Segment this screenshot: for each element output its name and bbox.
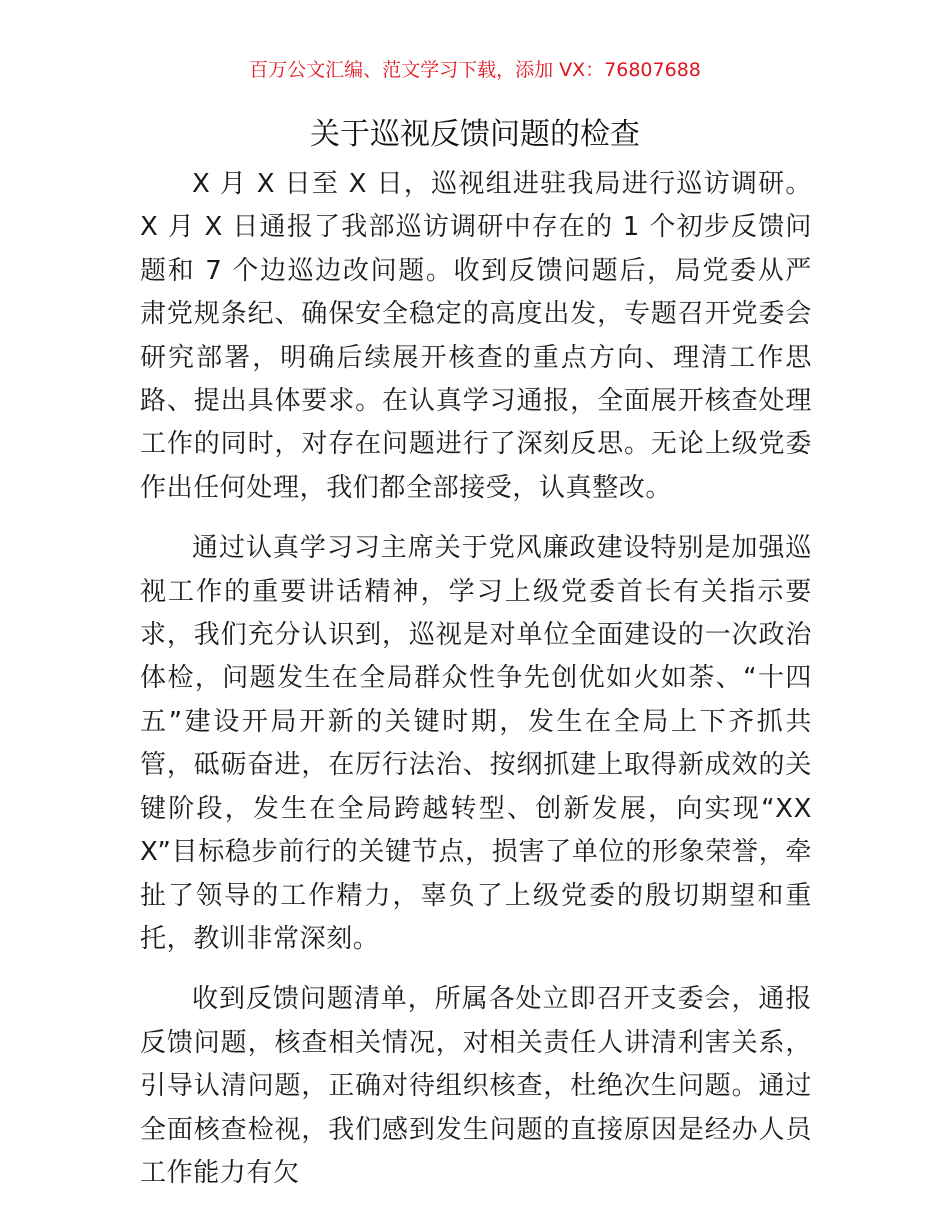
paragraph-3: 收到反馈问题清单，所属各处立即召开支委会，通报反馈问题，核查相关情况，对相关责任人讲清利害关系，引导认清问题，正确对待组织核查，杜绝次生问题。通过全面核查检视，我们感到发生问题的直接原因是经办人员工作能力有欠: [140, 984, 812, 1188]
header-banner: 百万公文汇编、范文学习下载，添加 VX：76807688: [249, 59, 701, 81]
document-title: 关于巡视反馈问题的检查: [310, 117, 640, 152]
paragraph-2: 通过认真学习习主席关于党风廉政建设特别是加强巡视工作的重要讲话精神，学习上级党委首长有关指示要求，我们充分认识到，巡视是对单位全面建设的一次政治体检，问题发生在全局群众性争先创优如火如荼、“十四五”建设开局开新的关键时期，发生在全局上下齐抓共管，砥砺奋进，在厉行法治、按纲抓建上取得新成效的关键阶段，发生在全局跨越转型、创新发展，向实现“XXX”目标稳步前行的关键节点，损害了单位的形象荣誉，牵扯了领导的工作精力，辜负了上级党委的殷切期望和重托，教训非常深刻。: [140, 533, 812, 954]
document-body: [140, 163, 812, 1212]
paragraph-1: X 月 X 日至 X 日，巡视组进驻我局进行巡访调研。X 月 X 日通报了我部巡访调研中存在的 1 个初步反馈问题和 7 个边巡边改问题。收到反馈问题后，局党委从严肃党规条纪、确保安全稳定的高度出发，专题召开党委会研究部署，明确后续展开核查的重点方向、理清工作思路、提出具体要求。在认真学习通报，全面展开核查处理工作的同时，对存在问题进行了深刻反思。无论上级党委作出任何处理，我们都全部接受，认真整改。: [140, 169, 812, 503]
